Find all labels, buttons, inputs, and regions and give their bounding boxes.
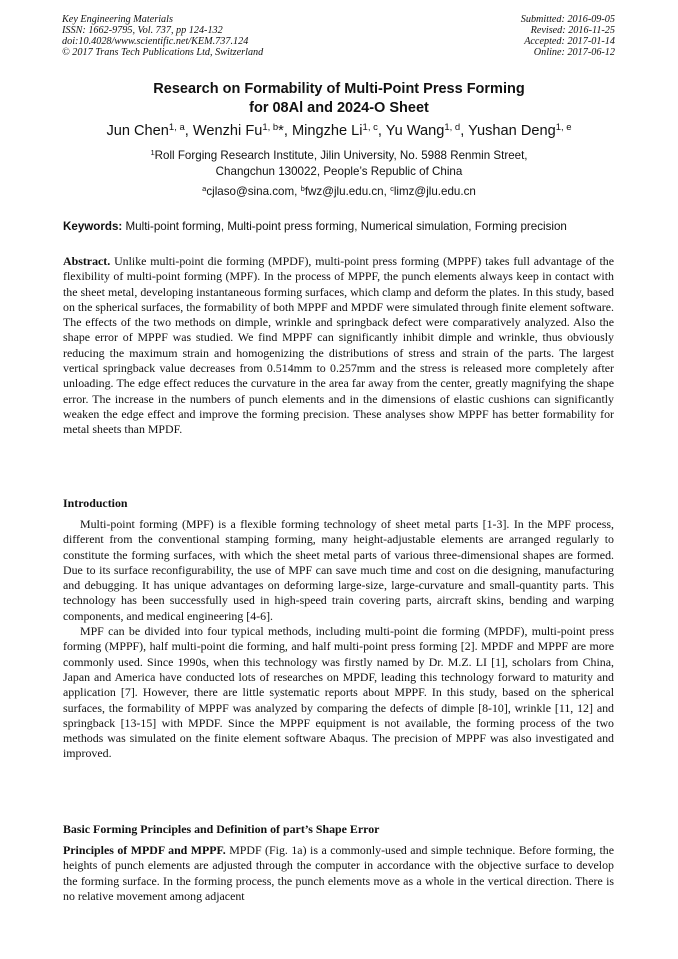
author-sup: 1, a	[168, 121, 185, 133]
introduction-paragraph-1: Multi-point forming (MPF) is a flexible forming technology of sheet metal parts [1-3]. In the MPF process, different from the conventional stamping forming, many height-adjustable elements are arranged regularly to constitute the forming surfaces, with which the sheet metal parts of various three-dimensional shapes are formed. Due to its surface reconfigurability, the use of MPF can save much time and cost on die designing, manufacturing and debugging. It has unique advantages on deforming large-size, large-curvature and small-quantity parts. This technology has been successfully used in high-speed train covering parts, aircraft skins, bending and warping components, and medical engineering [4-6].	[63, 517, 614, 623]
email-sup: b	[300, 183, 305, 193]
basic-principles-body	[63, 843, 614, 904]
keywords	[63, 219, 623, 234]
affiliation-line-1: Roll Forging Research Institute, Jilin University, No. 5988 Renmin Street,	[154, 149, 528, 162]
abstract-label: Abstract.	[63, 254, 111, 268]
title-line-2: for 08Al and 2024-O Sheet	[249, 100, 429, 116]
issn-line: ISSN: 1662-9795, Vol. 737, pp 124-132	[62, 25, 223, 36]
author-name: Yushan Deng	[468, 123, 556, 139]
introduction-paragraph-2: MPF can be divided into four typical methods, including multi-point die forming (MPDF), multi-point press forming (MPPF), half multi-point die forming, and half multi-point press forming [2]. MPDF and MPPF are more commonly used. Since 1990s, when this technology was firstly named by Dr. M.Z. LI [1], scholars from China, Japan and America have conducted lots of researches on MPDF, leading this technology forward to maturity and application [7]. However, there are little systematic reports about MPPF. In this study, based on the spherical surfaces, the formability of MPPF was analyzed by comparing the defects of dimple [8-10], wrinkle [11, 12] and springback [13-15] with MPDF. Since the MPPF equipment is not available, the forming process of the two methods was simulated on the finite element software Abaqus. The precision of MPPF was also investigated and improved.	[63, 624, 614, 761]
email-list	[0, 184, 678, 199]
author-name: Jun Chen	[106, 123, 169, 139]
title-line-1: Research on Formability of Multi-Point Press Forming	[153, 81, 525, 97]
revised-date: Revised: 2016-11-25	[530, 25, 615, 36]
corresponding-star: *	[278, 123, 284, 139]
email-separator: ,	[294, 185, 301, 198]
author-name: Wenzhi Fu	[192, 123, 263, 139]
copyright-line: © 2017 Trans Tech Publications Ltd, Switzerland	[62, 47, 264, 58]
affiliation-sup: 1	[150, 147, 155, 157]
author-sup: 1, c	[362, 121, 378, 133]
author-separator: ,	[283, 123, 292, 139]
author-separator: ,	[184, 123, 193, 139]
abstract	[63, 254, 614, 438]
principles-lead: Principles of MPDF and MPPF.	[63, 843, 226, 857]
doi-line: doi:10.4028/www.scientific.net/KEM.737.124	[62, 36, 249, 47]
email-address[interactable]: fwz@jlu.edu.cn	[304, 185, 384, 198]
author-sup: 1, e	[555, 121, 572, 133]
email-address[interactable]: limz@jlu.edu.cn	[393, 185, 476, 198]
email-address[interactable]: cjlaso@sina.com	[206, 185, 295, 198]
journal-name: Key Engineering Materials	[62, 14, 173, 25]
journal-info	[62, 14, 263, 58]
basic-principles-heading: Basic Forming Principles and Definition of part’s Shape Error	[63, 822, 380, 836]
online-date: Online: 2017-06-12	[533, 47, 615, 58]
email-sup: a	[202, 183, 207, 193]
keywords-label: Keywords:	[63, 220, 123, 233]
author-separator: ,	[460, 123, 469, 139]
keywords-text: Multi-point forming, Multi-point press forming, Numerical simulation, Forming precision	[125, 220, 567, 233]
email-sup: c	[390, 183, 394, 193]
author-name: Mingzhe Li	[291, 123, 363, 139]
paper-title	[0, 80, 678, 118]
introduction-heading: Introduction	[63, 496, 128, 510]
author-separator: ,	[377, 123, 386, 139]
affiliation-line-2: Changchun 130022, People’s Republic of China	[215, 164, 463, 178]
author-name: Yu Wang	[385, 123, 445, 139]
accepted-date: Accepted: 2017-01-14	[524, 36, 615, 47]
author-list	[0, 122, 678, 140]
author-sup: 1, b	[262, 121, 279, 133]
submitted-date: Submitted: 2016-09-05	[520, 14, 615, 25]
principles-text: MPDF (Fig. 1a) is a commonly-used and simple technique. Before forming, the heights of punch elements are adjusted through the computer in accordance with the objective surface to develop the forming surface. In the forming process, the punch elements move as a whole in the vertical direction. There is no relative movement among adjacent	[63, 843, 614, 903]
introduction-body	[63, 517, 614, 762]
affiliation	[0, 148, 678, 179]
author-sup: 1, d	[444, 121, 461, 133]
abstract-text: Unlike multi-point die forming (MPDF), multi-point press forming (MPPF) takes full advantage of the flexibility of multi-point forming (MPF). In the process of MPPF, the punch elements always keep in contact with the sheet metal, developing instantaneous forming surfaces, which clamp and deform the plates. In this study, based on the spherical surfaces, the formability of both MPPF and MPDF were simulated through finite element software. The effects of the two methods on dimple, wrinkle and springback defect were comparatively analyzed. Also the shape error of MPPF was studied. We find MPPF can significantly inhibit dimple and wrinkle, thus obviously reducing the maximum strain and homogenizing the distributions of stress and strain of the parts. The largest vertical springback value decreases from 0.514mm to 0.257mm and the stress is released more completely after unloading. The edge effect reduces the curvature in the area far away from the center, greatly magnifying the shape error. The increase in the numbers of punch elements and in the dimensions of elastic cushions can significantly weaken the edge effect and improve the forming precision. These analyses show MPPF has better formability for metal sheets than MPDF.	[63, 254, 614, 437]
email-separator: ,	[383, 185, 391, 198]
dates-info	[521, 14, 615, 58]
